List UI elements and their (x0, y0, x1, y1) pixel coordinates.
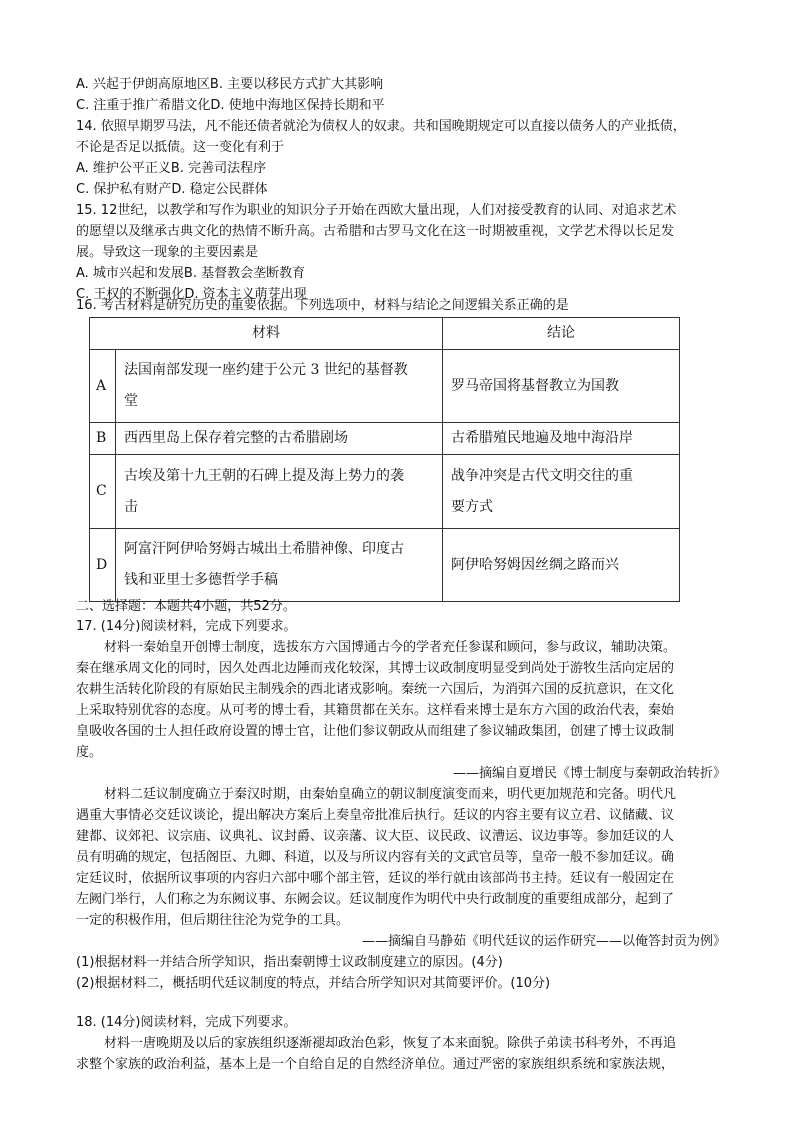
q17-material2-line1: 材料二廷议制度确立于秦汉时期，由秦始皇确立的朝议制度演变而来，明代更加规范和完备。明代凡 (104, 787, 677, 802)
row-conclusion (443, 455, 680, 529)
q13-options-cd: C. 注重于推广希腊文化D. 使地中海地区保持长期和平 (76, 98, 385, 113)
row-material (116, 529, 443, 602)
conclusion-line: 战争冲突是古代文明交往的重 (451, 467, 633, 484)
material-line: 法国南部发现一座约建于公元 3 世纪的基督教 (124, 362, 408, 378)
q13-options-ab: A. 兴起于伊朗高原地区B. 主要以移民方式扩大其影响 (76, 77, 384, 92)
q15-stem-line2: 的愿望以及继承古典文化的热情不断升高。古希腊和古罗马文化在这一时期被重视，文学艺术得以长足发 (76, 224, 675, 239)
q17-material1-line4: 上采取特别优容的态度。从可考的博士看，其籍贯都在关东。这样看来博士是东方六国的政治代表，秦始 (76, 703, 675, 718)
q17-subquestion2: (2)根据材料二，概括明代廷议制度的特点，并结合所学知识对其简要评价。(10分) (76, 976, 551, 991)
table-header-conclusion: 结论 (443, 318, 680, 350)
row-conclusion: 阿伊哈努姆因丝绸之路而兴 (443, 529, 680, 602)
q17-material2-line2: 遇重大事情必交廷议谈论，提出解决方案后上奏皇帝批准后执行。廷议的内容主要有议立君、议储藏、议 (76, 808, 675, 823)
material-line: 古埃及第十九王朝的石碑上提及海上势力的袭 (124, 467, 404, 484)
row-conclusion: 古希腊殖民地遍及地中海沿岸 (443, 423, 680, 455)
q17-material1-line1: 材料一秦始皇开创博士制度，选拔东方六国博通古今的学者充任参谋和顾问，参与政议，辅助决策。 (104, 640, 677, 655)
table-row (90, 350, 680, 423)
q18-material1-line2: 求整个家族的政治利益，基本上是一个自给自足的自然经济单位。通过严密的家族组织系统和家族法规， (76, 1057, 675, 1072)
q17-material2-line5: 定廷议时，依据所议事项的内容归六部中哪个部主管，廷议的举行就由该部尚书主持。廷议有一般固定在 (76, 871, 675, 886)
q17-subquestion1: (1)根据材料一并结合所学知识，指出秦朝博士议政制度建立的原因。(4分) (76, 955, 503, 970)
material-line: 钱和亚里士多德哲学手稿 (124, 572, 278, 588)
row-conclusion: 罗马帝国将基督教立为国教 (443, 350, 680, 423)
q14-stem-line1: 14. 依照早期罗马法，凡不能还债者就沦为债权人的奴隶。共和国晚期规定可以直接以债务人的产业抵债， (76, 119, 686, 134)
table-row (90, 529, 680, 602)
table-row (90, 423, 680, 455)
q17-material1-source: ——摘编自夏增民《博士制度与秦朝政治转折》 (452, 766, 726, 781)
q16-table (89, 317, 680, 602)
q17-material1-line6: 度。 (76, 745, 103, 760)
section-two-heading: 二、选择题：本题共4小题，共52分。 (76, 599, 296, 614)
table-row (90, 455, 680, 529)
q18-heading: 18. (14分)阅读材料，完成下列要求。 (76, 1015, 297, 1030)
q17-heading: 17. (14分)阅读材料，完成下列要求。 (76, 619, 297, 634)
row-material: 西西里岛上保存着完整的古希腊剧场 (116, 423, 443, 455)
q15-options-ab: A. 城市兴起和发展B. 基督教会垄断教育 (76, 266, 306, 281)
q17-material2-source: ——摘编自马静茹《明代廷议的运作研究——以俺答封贡为例》 (361, 934, 726, 949)
material-line: 堂 (124, 393, 138, 409)
table-header-material: 材料 (90, 318, 443, 350)
q16-stem: 16. 考古材料是研究历史的重要依据。下列选项中，材料与结论之间逻辑关系正确的是 (76, 298, 569, 313)
q17-material2-line6: 左阙门举行，人们称之为东阙议事、东阙会议。廷议制度作为明代中央行政制度的重要组成部分，起到了 (76, 892, 675, 907)
row-material (116, 350, 443, 423)
q14-options-cd: C. 保护私有财产D. 稳定公民群体 (76, 182, 268, 197)
row-label: D (90, 529, 116, 602)
table-header-row (90, 318, 680, 350)
row-label: C (90, 455, 116, 529)
q17-material2-line7: 一定的积极作用，但后期往往沦为党争的工具。 (76, 913, 350, 928)
q14-stem-line2: 不论是否足以抵债。这一变化有利于 (76, 140, 285, 155)
q17-material1-line5: 皇吸收各国的士人担任政府设置的博士官，让他们参议朝政从而组建了参议辅政集团，创建了博士议政制 (76, 724, 675, 739)
material-line: 阿富汗阿伊哈努姆古城出土希腊神像、印度古 (124, 541, 404, 557)
row-label: B (90, 423, 116, 455)
material-line: 击 (124, 498, 138, 515)
q17-material1-line2: 秦在继承周文化的同时，因久处西北边陲而戎化较深，其博士议政制度明显受到尚处于游牧生活向定居的 (76, 661, 675, 676)
q15-stem-line1: 15. 12世纪，以教学和写作为职业的知识分子开始在西欧大量出现，人们对接受教育的认同、对追求艺术 (76, 203, 677, 218)
q18-material1-line1: 材料一唐晚期及以后的家族组织逐渐褪却政治色彩，恢复了本来面貌。除供子弟读书科考外，不再追 (104, 1036, 677, 1051)
conclusion-line: 要方式 (451, 498, 493, 515)
q17-material2-line4: 员有明确的规定，包括阁臣、九卿、科道，以及与所议内容有关的文武官员等，皇帝一般不参加廷议。确 (76, 850, 675, 865)
row-label: A (90, 350, 116, 423)
q17-material1-line3: 农耕生活转化阶段的有原始民主制残余的西北诸戎影响。秦统一六国后，为消弭六国的反抗意识，在文化 (76, 682, 675, 697)
row-material (116, 455, 443, 529)
q14-options-ab: A. 维护公平正义B. 完善司法程序 (76, 161, 267, 176)
q17-material2-line3: 建都、议郊祀、议宗庙、议典礼、议封爵、议亲藩、议大臣、议民政、议漕运、议边事等。参加廷议的人 (76, 829, 675, 844)
q15-options-cd: C. 王权的不断强化D. 资本主义萌芽出现 (76, 287, 307, 302)
q15-stem-line3: 展。导致这一现象的主要因素是 (76, 245, 259, 260)
